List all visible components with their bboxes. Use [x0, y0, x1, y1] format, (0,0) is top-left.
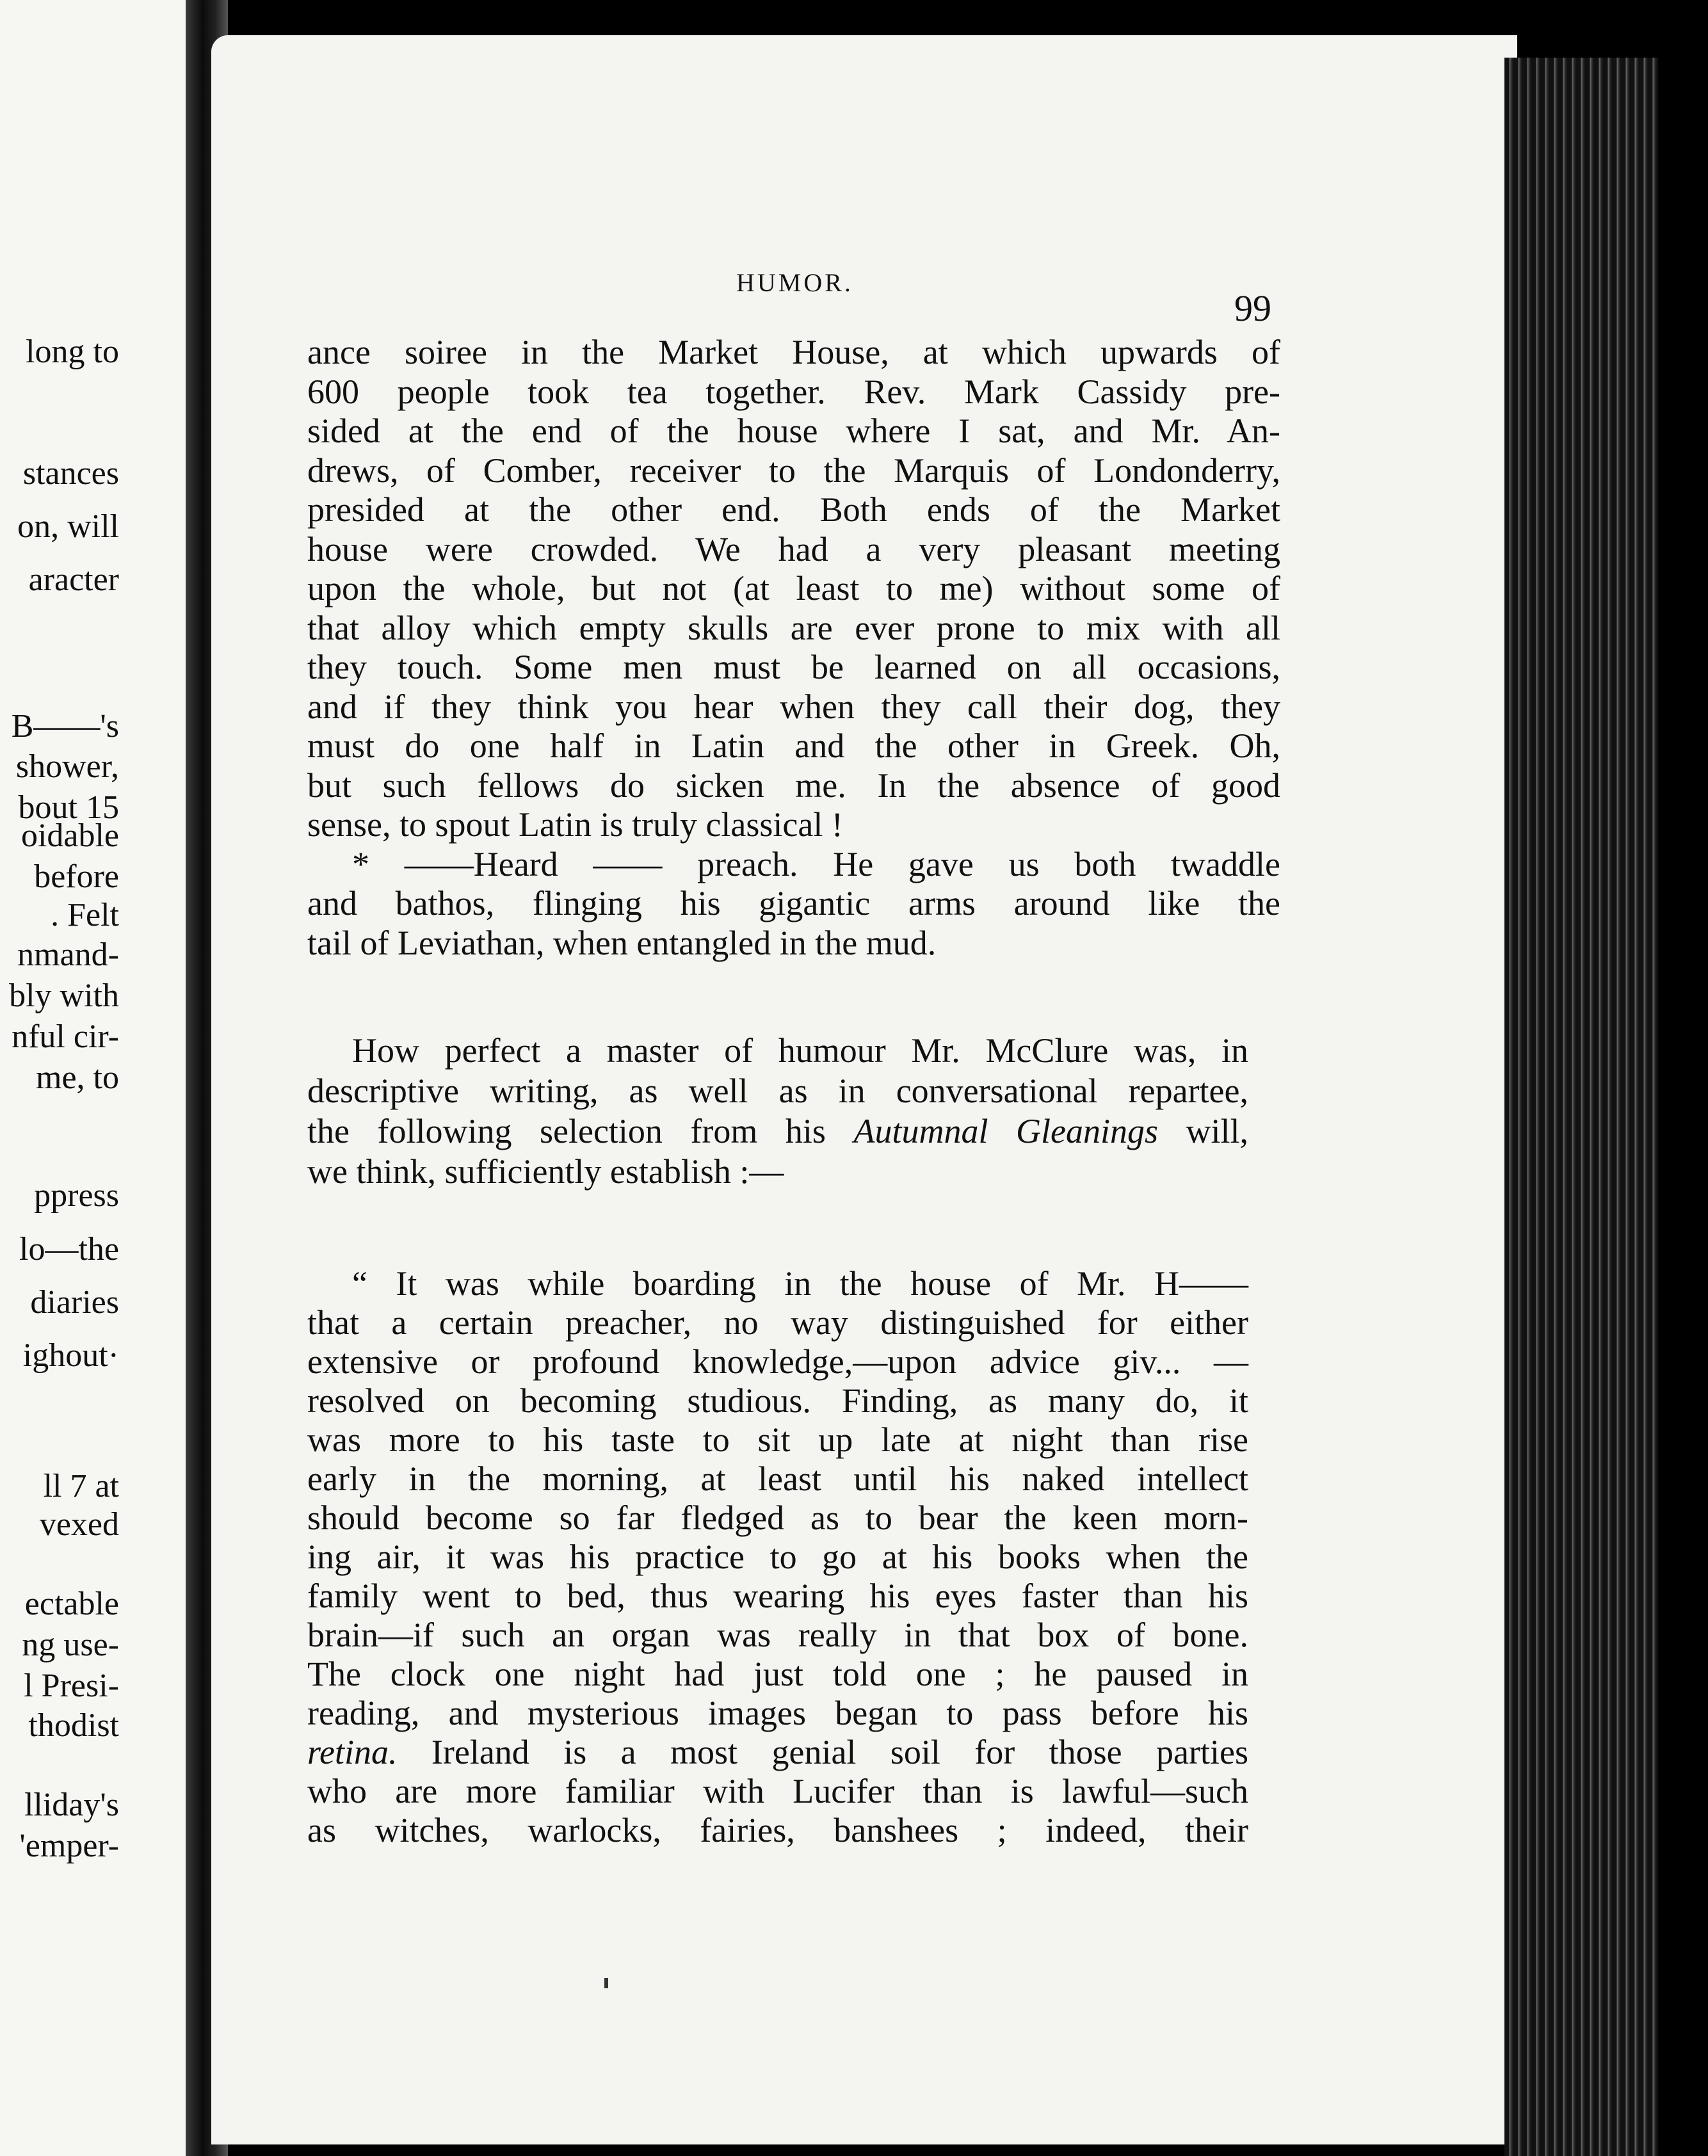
- left-line: thodist: [28, 1707, 119, 1744]
- left-line: bly with: [9, 977, 119, 1014]
- left-line: me, to: [36, 1059, 119, 1096]
- left-line: oidable: [20, 817, 119, 854]
- text-line: ance soiree in the Market House, at which upwards of: [307, 333, 1280, 371]
- left-line: stances: [22, 455, 119, 492]
- text-line: family went to bed, thus wearing his eyes faster than his: [307, 1577, 1248, 1615]
- text-line: that alloy which empty skulls are ever prone to mix with all: [307, 608, 1280, 647]
- left-line: . Felt: [51, 897, 119, 933]
- text-line: brain—if such an organ was really in that box of bone.: [307, 1616, 1248, 1654]
- text-line: was more to his taste to sit up late at night than rise: [307, 1420, 1248, 1459]
- text-run: the following selection from his: [307, 1112, 854, 1150]
- text-line: that a certain preacher, no way distinguished for either: [307, 1303, 1248, 1342]
- text-line: must do one half in Latin and the other in Greek. Oh,: [307, 727, 1280, 765]
- text-line: upon the whole, but not (at least to me) without some of: [307, 569, 1280, 607]
- text-line: ing air, it was his practice to go at his books when the: [307, 1538, 1248, 1576]
- text-line: sided at the end of the house where I sat, and Mr. An-: [307, 412, 1280, 450]
- text-line: we think, sufficiently establish :—: [307, 1152, 784, 1191]
- text-line: they touch. Some men must be learned on all occasions,: [307, 648, 1280, 686]
- left-line: ighout·: [22, 1337, 119, 1374]
- left-line: on, will: [17, 508, 119, 545]
- paragraph-diary-excerpt: [307, 333, 1280, 963]
- text-line: but such fellows do sicken me. In the absence of good: [307, 766, 1280, 805]
- text-line: descriptive writing, as well as in conversational repartee,: [307, 1072, 1248, 1110]
- page-edges-stack: [1504, 58, 1658, 2156]
- text-line: should become so far fledged as to bear the keen morn-: [307, 1499, 1248, 1537]
- left-line: ppress: [34, 1177, 119, 1214]
- book-title: Autumnal Gleanings: [853, 1112, 1158, 1150]
- text-line: 600 people took tea together. Rev. Mark Cassidy pre-: [307, 372, 1280, 411]
- page-number: 99: [1234, 287, 1271, 329]
- previous-page-fragment: [0, 0, 186, 2156]
- left-line: shower,: [15, 748, 119, 785]
- running-head: HUMOR.: [736, 268, 853, 297]
- left-line: 'emper-: [19, 1828, 119, 1864]
- text-line: early in the morning, at least until his naked intellect: [307, 1460, 1248, 1498]
- left-line: bout 15: [18, 789, 119, 826]
- text-line: and if they think you hear when they call their dog, they: [307, 687, 1280, 726]
- left-line: lliday's: [24, 1787, 119, 1823]
- left-line: ng use-: [22, 1627, 119, 1663]
- left-line: diaries: [30, 1284, 119, 1321]
- text-line: who are more familiar with Lucifer than is lawful—such: [307, 1772, 1248, 1810]
- text-line: The clock one night had just told one ; he paused in: [307, 1655, 1248, 1693]
- ink-speck: [604, 1978, 608, 1988]
- left-line: l Presi-: [24, 1668, 119, 1704]
- text-line: house were crowded. We had a very pleasant meeting: [307, 529, 1280, 568]
- left-line: aracter: [28, 561, 119, 598]
- left-line: vexed: [39, 1506, 119, 1543]
- text-line: tail of Leviathan, when entangled in the mud.: [307, 923, 937, 962]
- text-line: resolved on becoming studious. Finding, as many do, it: [307, 1381, 1248, 1420]
- text-line: extensive or profound knowledge,—upon advice giv... —: [307, 1342, 1248, 1381]
- paragraph-introduction: [307, 1031, 1248, 1192]
- paragraph-quotation: [307, 1264, 1248, 1850]
- left-line: B——'s: [11, 708, 119, 744]
- left-line: long to: [26, 334, 119, 370]
- left-line: before: [34, 858, 119, 895]
- text-line: reading, and mysterious images began to pass before his: [307, 1694, 1248, 1732]
- text-run: will,: [1157, 1112, 1248, 1150]
- text-line: “ It was while boarding in the house of Mr. H——: [352, 1264, 1248, 1303]
- left-line: nmand-: [17, 937, 119, 973]
- text-line: * ——Heard —— preach. He gave us both twaddle: [352, 844, 1280, 883]
- text-line: [307, 1111, 1248, 1152]
- text-line: [307, 1733, 1248, 1772]
- text-run: Ireland is a most genial soil for those parties: [397, 1733, 1248, 1771]
- left-line: lo—the: [19, 1231, 119, 1267]
- text-line: as witches, warlocks, fairies, banshees ; indeed, their: [307, 1811, 1248, 1849]
- text-line: and bathos, flinging his gigantic arms around like the: [307, 884, 1280, 922]
- left-line: ectable: [24, 1586, 119, 1622]
- text-line: drews, of Comber, receiver to the Marquis of Londonderry,: [307, 451, 1280, 490]
- italic-word: retina.: [307, 1733, 398, 1771]
- left-line: ll 7 at: [43, 1468, 119, 1504]
- text-line: How perfect a master of humour Mr. McClure was, in: [352, 1031, 1248, 1070]
- text-line: presided at the other end. Both ends of the Market: [307, 490, 1280, 529]
- text-line: sense, to spout Latin is truly classical !: [307, 805, 843, 844]
- left-line: nful cir-: [12, 1018, 119, 1055]
